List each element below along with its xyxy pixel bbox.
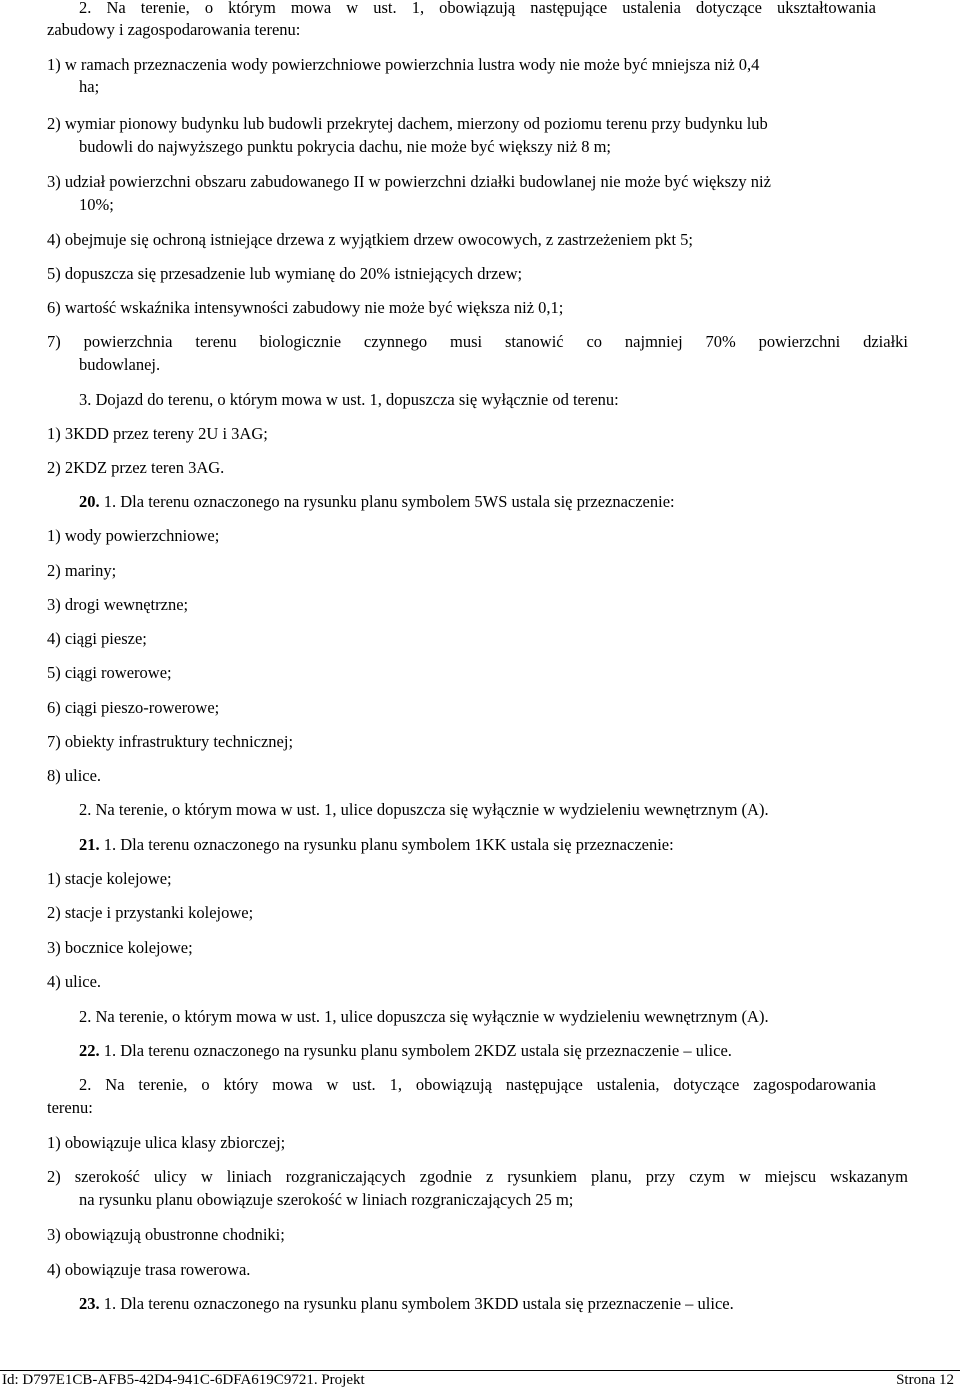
line-text: 1) w ramach przeznaczenia wody powierzchniowe powierzchnia lustra wody nie może być mniejsza niż 0,4 xyxy=(47,55,760,74)
line-text: 10%; xyxy=(79,195,114,214)
paragraph-number: 21. xyxy=(79,835,100,854)
text-line xyxy=(79,77,99,97)
text-line xyxy=(79,835,674,855)
line-text: 1) 3KDD przez tereny 2U i 3AG; xyxy=(47,424,268,443)
line-text: 4) ciągi piesze; xyxy=(47,629,147,648)
line-text: 2) mariny; xyxy=(47,561,117,580)
text-line xyxy=(47,458,224,478)
paragraph-number: 20. xyxy=(79,492,100,511)
text-line xyxy=(79,1294,734,1314)
text-line xyxy=(47,230,693,250)
line-text: 6) wartość wskaźnika intensywności zabudowy nie może być większa niż 0,1; xyxy=(47,298,564,317)
footer-page-number: Strona 12 xyxy=(896,1372,954,1388)
line-text: 3) obowiązują obustronne chodniki; xyxy=(47,1225,285,1244)
text-line xyxy=(47,1260,250,1280)
line-text: 1) obowiązuje ulica klasy zbiorczej; xyxy=(47,1133,286,1152)
line-text: 2. Na terenie, o którym mowa w ust. 1, obowiązują następujące ustalenia dotyczące ukształtowania xyxy=(79,0,876,17)
text-line xyxy=(47,1167,908,1187)
footer-document-id: Id: D797E1CB-AFB5-42D4-941C-6DFA619C9721. Projekt xyxy=(2,1372,365,1388)
text-line xyxy=(79,195,114,215)
text-line xyxy=(47,1098,93,1118)
text-line xyxy=(47,526,219,546)
text-line xyxy=(79,1075,876,1095)
text-line xyxy=(79,137,611,157)
line-text: 7) obiekty infrastruktury technicznej; xyxy=(47,732,294,751)
text-line xyxy=(47,20,300,40)
text-line xyxy=(47,1225,285,1245)
line-text: 8) ulice. xyxy=(47,766,102,785)
text-line xyxy=(47,938,193,958)
line-text: 2) wymiar pionowy budynku lub budowli przekrytej dachem, mierzony od poziomu terenu przy budynku lub xyxy=(47,114,768,133)
line-text: 1. Dla terenu oznaczonego na rysunku planu symbolem 2KDZ ustala się przeznaczenie – ulice. xyxy=(99,1041,732,1060)
footer-rule xyxy=(0,1370,960,1371)
text-line xyxy=(47,298,563,318)
text-line xyxy=(47,595,188,615)
text-line xyxy=(79,0,876,18)
text-line xyxy=(79,1041,732,1061)
line-text: 2. Na terenie, o którym mowa w ust. 1, ulice dopuszcza się wyłącznie w wydzieleniu wewnętrznym (A). xyxy=(79,1007,769,1026)
text-line xyxy=(47,172,771,192)
paragraph-number: 23. xyxy=(79,1294,100,1313)
text-line xyxy=(47,424,268,444)
line-text: na rysunku planu obowiązuje szerokość w liniach rozgraniczających 25 m; xyxy=(79,1190,574,1209)
text-line xyxy=(47,1133,285,1153)
line-text: 3) udział powierzchni obszaru zabudowanego II w powierzchni działki budowlanej nie może być większy niż xyxy=(47,172,771,191)
text-line xyxy=(47,972,101,992)
text-line xyxy=(79,1190,573,1210)
line-text: 1) stacje kolejowe; xyxy=(47,869,172,888)
line-text: budowli do najwyższego punktu pokrycia dachu, nie może być większy niż 8 m; xyxy=(79,137,611,156)
text-line xyxy=(47,561,116,581)
text-line xyxy=(47,903,253,923)
text-line xyxy=(47,766,101,786)
text-line xyxy=(79,355,160,375)
text-line xyxy=(47,732,293,752)
line-text: 2. Na terenie, o który mowa w ust. 1, obowiązują następujące ustalenia, dotyczące zagospodarowania xyxy=(79,1075,876,1094)
line-text: zabudowy i zagospodarowania terenu: xyxy=(47,20,301,39)
line-text: 2) szerokość ulicy w liniach rozgraniczających zgodnie z rysunkiem planu, przy czym w miejscu wskazanym xyxy=(47,1167,908,1186)
text-line xyxy=(47,55,759,75)
line-text: 2) 2KDZ przez teren 3AG. xyxy=(47,458,225,477)
line-text: 1. Dla terenu oznaczonego na rysunku planu symbolem 3KDD ustala się przeznaczenie – ulice. xyxy=(99,1294,734,1313)
line-text: ha; xyxy=(79,77,100,96)
line-text: 3) drogi wewnętrzne; xyxy=(47,595,189,614)
text-line xyxy=(47,332,908,352)
line-text: 1) wody powierzchniowe; xyxy=(47,526,220,545)
text-line xyxy=(79,1007,769,1027)
line-text: 3. Dojazd do terenu, o którym mowa w ust. 1, dopuszcza się wyłącznie od terenu: xyxy=(79,390,619,409)
line-text: 4) obejmuje się ochroną istniejące drzewa z wyjątkiem drzew owocowych, z zastrzeżeniem pkt 5; xyxy=(47,230,693,249)
text-line xyxy=(79,492,675,512)
text-line xyxy=(47,869,172,889)
line-text: 5) ciągi rowerowe; xyxy=(47,663,172,682)
line-text: 2) stacje i przystanki kolejowe; xyxy=(47,903,254,922)
line-text: 2. Na terenie, o którym mowa w ust. 1, ulice dopuszcza się wyłącznie w wydzieleniu wewnętrznym (A). xyxy=(79,800,769,819)
text-line xyxy=(47,264,522,284)
text-line xyxy=(47,629,147,649)
line-text: budowlanej. xyxy=(79,355,161,374)
line-text: 3) bocznice kolejowe; xyxy=(47,938,193,957)
line-text: terenu: xyxy=(47,1098,93,1117)
text-line xyxy=(79,390,619,410)
text-line xyxy=(47,663,172,683)
text-line xyxy=(47,698,219,718)
line-text: 7) powierzchnia terenu biologicznie czynnego musi stanowić co najmniej 70% powierzchni działki xyxy=(47,332,908,351)
line-text: 5) dopuszcza się przesadzenie lub wymianę do 20% istniejących drzew; xyxy=(47,264,523,283)
line-text: 4) ulice. xyxy=(47,972,102,991)
text-line xyxy=(47,114,768,134)
line-text: 6) ciągi pieszo-rowerowe; xyxy=(47,698,220,717)
text-line xyxy=(79,800,769,820)
paragraph-number: 22. xyxy=(79,1041,100,1060)
line-text: 1. Dla terenu oznaczonego na rysunku planu symbolem 5WS ustala się przeznaczenie: xyxy=(99,492,675,511)
line-text: 4) obowiązuje trasa rowerowa. xyxy=(47,1260,251,1279)
line-text: 1. Dla terenu oznaczonego na rysunku planu symbolem 1KK ustala się przeznaczenie: xyxy=(99,835,674,854)
